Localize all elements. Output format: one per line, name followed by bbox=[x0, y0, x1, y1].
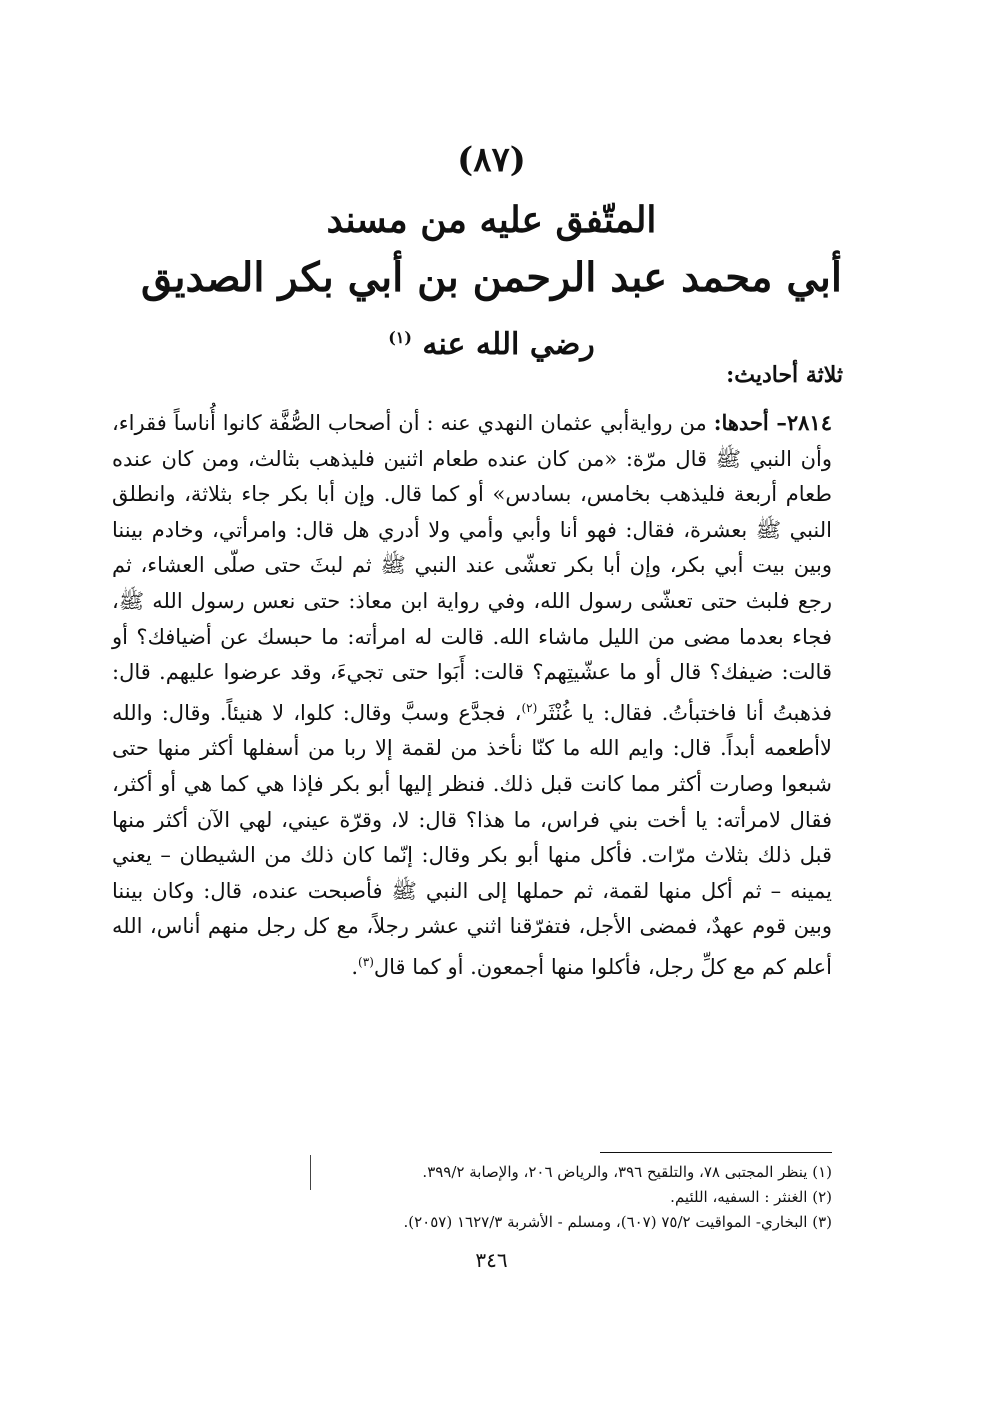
chapter-title-line-3 bbox=[60, 316, 923, 367]
footnote-3: (٣) البخاري- المواقيت ٧٥/٢ (٦٠٧)، ومسلم - الأشربة ١٦٢٧/٣ (٢٠٥٧). bbox=[403, 1213, 832, 1231]
footnote-mark-2: (٢) bbox=[521, 700, 538, 715]
footnote-1: (١) ينظر المجتبى ٧٨، والتلقيح ٣٩٦، والرياض ٢٠٦، والإصابة ٣٩٩/٢. bbox=[422, 1163, 832, 1181]
hadith-text: من روايةأبي عثمان النهدي عنه : أن أصحاب الصُّفَّة كانوا أُناساً فقراء، وأن النبي ﷺ قال مرّة: «من كان عنده طعام اثنين فليذهب بثالث، ومن كان عنده طعام أربعة فليذهب بخامس، بسادس» أو كما قال. وإن أبا بكر جاء بثلاثة، وانطلق النبي ﷺ بعشرة، فقال: فهو أنا وأبي وأمي ولا أدري هل قال: وامرأتي، وخادم بيننا وبين بيت أبي بكر، وإن أبا بكر تعشّى عند النبي ﷺ ثم لبثَ حتى صلّى العشاء، ثم رجع فلبث حتى تعشّى رسول الله، وفي رواية ابن معاذ: حتى نعس رسول الله ﷺ، فجاء بعدما مضى من الليل ماشاء الله. قالت له امرأته: ما حبسك عن أضيافك؟ أو قالت: ضيفك؟ قال أو ما عشّيتِهم؟ قالت: أَبَوا حتى تجيءَ، وقد عرضوا عليهم. قال: فذهبتُ أنا فاختبأتُ. فقال: يا غُنْثَر bbox=[112, 411, 832, 725]
section-heading: ثلاثة أحاديث: bbox=[726, 362, 843, 388]
page-number: ٣٤٦ bbox=[475, 1248, 508, 1272]
footnote-2: (٢) الغنثر : السفيه، اللئيم. bbox=[670, 1188, 832, 1206]
hadith-number: ٢٨١٤ bbox=[786, 410, 832, 435]
hadith-lead: – أحدها: bbox=[713, 410, 787, 435]
hadith-text-continued: ، فجدَّع وسبَّ وقال: كلوا، لا هنيئاً. وقال: والله لاأطعمه أبداً. قال: وايم الله ما كنّا نأخذ من لقمة إلا ربا من أسفلها أكثر منها حتى شبعوا وصارت أكثر مما كانت قبل ذلك. فنظر إليها أبو بكر فإذا هي كما هي أو أكثر، فقال لامرأته: يا أخت بني فراس، ما هذا؟ قال: لا، وقرّة عيني، لهي الآن أكثر منها قبل ذلك بثلاث مرّات. فأكل منها أبو بكر وقال: إنّما كان ذلك من الشيطان – يعني يمينه – ثم أكل منها لقمة، ثم حملها إلى النبي ﷺ فأصبحت عنده، قال: وكان بيننا وبين قوم عهدٌ، فمضى الأجل، فتفرّقنا اثني عشر رجلاً، مع كل رجل منهم أناس، الله أعلم كم مع كلِّ رجل، فأكلوا منها أجمعون. أو كما قال bbox=[112, 700, 832, 979]
chapter-title-line-2: أبي محمد عبد الرحمن بن أبي بكر الصديق bbox=[141, 254, 842, 301]
footnote-mark-1: (١) bbox=[388, 328, 412, 347]
chapter-number: (٨٧) bbox=[457, 140, 526, 180]
hadith-body bbox=[112, 405, 832, 986]
scan-margin-mark bbox=[310, 1155, 311, 1190]
footnotes bbox=[112, 1160, 832, 1235]
hadith-paragraph bbox=[112, 405, 832, 986]
footnote-separator bbox=[600, 1152, 832, 1153]
hadith-end: . bbox=[351, 954, 359, 979]
chapter-title-line-1: المتّفق عليه من مسند bbox=[326, 199, 657, 241]
chapter-title-honorific: رضي الله عنه bbox=[422, 327, 595, 362]
footnote-mark-3: (٣) bbox=[358, 954, 374, 969]
